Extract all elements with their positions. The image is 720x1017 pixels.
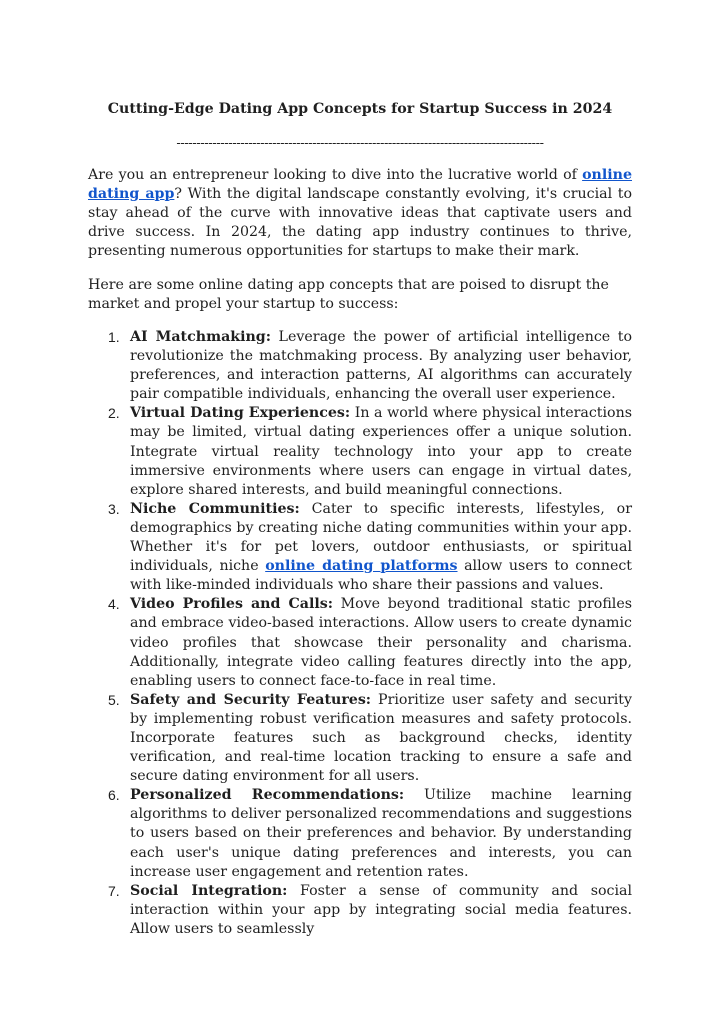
intro-paragraph bbox=[88, 166, 632, 261]
list-number: 6. bbox=[108, 787, 120, 804]
list-item bbox=[88, 691, 632, 786]
item-text-after-link: allow users to connect with like-minded individuals who share their passions and values. bbox=[130, 558, 633, 594]
item-term: Safety and Security Features: bbox=[130, 691, 372, 708]
list-item bbox=[88, 882, 632, 939]
item-text: Move beyond traditional static profiles and embrace video-based interactions. Allow users to create dynamic video profiles that showcase their personality and charisma. Additionally, integrate video calling features directly into the app, enabling users to connect face-to-face in real time. bbox=[130, 596, 633, 689]
document-title: Cutting-Edge Dating App Concepts for Startup Success in 2024 bbox=[107, 101, 613, 117]
item-term: Video Profiles and Calls: bbox=[130, 596, 333, 613]
intro-text-before-link: Are you an entrepreneur looking to dive into the lucrative world of bbox=[88, 167, 583, 183]
list-item bbox=[88, 595, 632, 690]
lead-in-paragraph: Here are some online dating app concepts that are poised to disrupt the market and propel your startup to success: bbox=[88, 277, 609, 313]
list-number: 2. bbox=[108, 405, 120, 422]
item-term: Virtual Dating Experiences: bbox=[130, 405, 351, 422]
divider-line: -------------------------------------------------------------------------------------------- bbox=[176, 136, 544, 151]
item-term: Social Integration: bbox=[130, 882, 288, 899]
item-term: AI Matchmaking: bbox=[130, 329, 271, 345]
online-dating-app-link[interactable]: online dating app bbox=[88, 167, 632, 203]
list-number: 7. bbox=[108, 882, 120, 899]
item-text-before-link: Cater to specific interests, lifestyles, or demographics by creating niche dating communities within your app. Whether it's for pet lovers, outdoor enthusiasts, or spiritual individuals, niche bbox=[130, 500, 632, 575]
item-term: Niche Communities: bbox=[130, 500, 300, 517]
item-text: In a world where physical interactions may be limited, virtual dating experiences offer a unique solution. Integrate virtual reality technology into your app to create immersive environments where users can engage in virtual dates, explore shared interests, and build meaningful connections. bbox=[130, 405, 632, 498]
list-item bbox=[88, 328, 632, 404]
list-number: 1. bbox=[108, 329, 120, 345]
list-item bbox=[88, 786, 632, 881]
online-dating-platforms-link[interactable]: online dating platforms bbox=[265, 558, 458, 575]
list-item bbox=[88, 500, 632, 595]
item-text: Leverage the power of artificial intelligence to revolutionize the matchmaking process. By analyzing user behavior, preferences, and interaction patterns, AI algorithms can accurately pair compatible individuals, enhancing the overall user experience. bbox=[130, 329, 632, 403]
list-item bbox=[88, 404, 632, 499]
list-number: 5. bbox=[108, 691, 120, 708]
list-number: 3. bbox=[108, 500, 120, 517]
concept-list bbox=[88, 328, 632, 939]
item-text: Foster a sense of community and social interaction within your app by integrating social media features. Allow users to seamlessly bbox=[130, 882, 632, 937]
item-text: Prioritize user safety and security by implementing robust verification measures and safety protocols. Incorporate features such as background checks, identity verification, and real-time location tracking to ensure a safe and secure dating environment for all users. bbox=[130, 691, 632, 785]
item-text: Utilize machine learning algorithms to deliver personalized recommendations and suggestions to users based on their preferences and behavior. By understanding each user's unique dating preferences and interests, you can increase user engagement and retention rates. bbox=[130, 787, 632, 880]
intro-text-after-link: ? With the digital landscape constantly evolving, it's crucial to stay ahead of the curve with innovative ideas that captivate users and drive success. In 2024, the dating app industry continues to thrive, presenting numerous opportunities for startups to make their mark. bbox=[88, 186, 632, 260]
list-number: 4. bbox=[108, 596, 120, 613]
item-term: Personalized Recommendations: bbox=[130, 787, 405, 804]
